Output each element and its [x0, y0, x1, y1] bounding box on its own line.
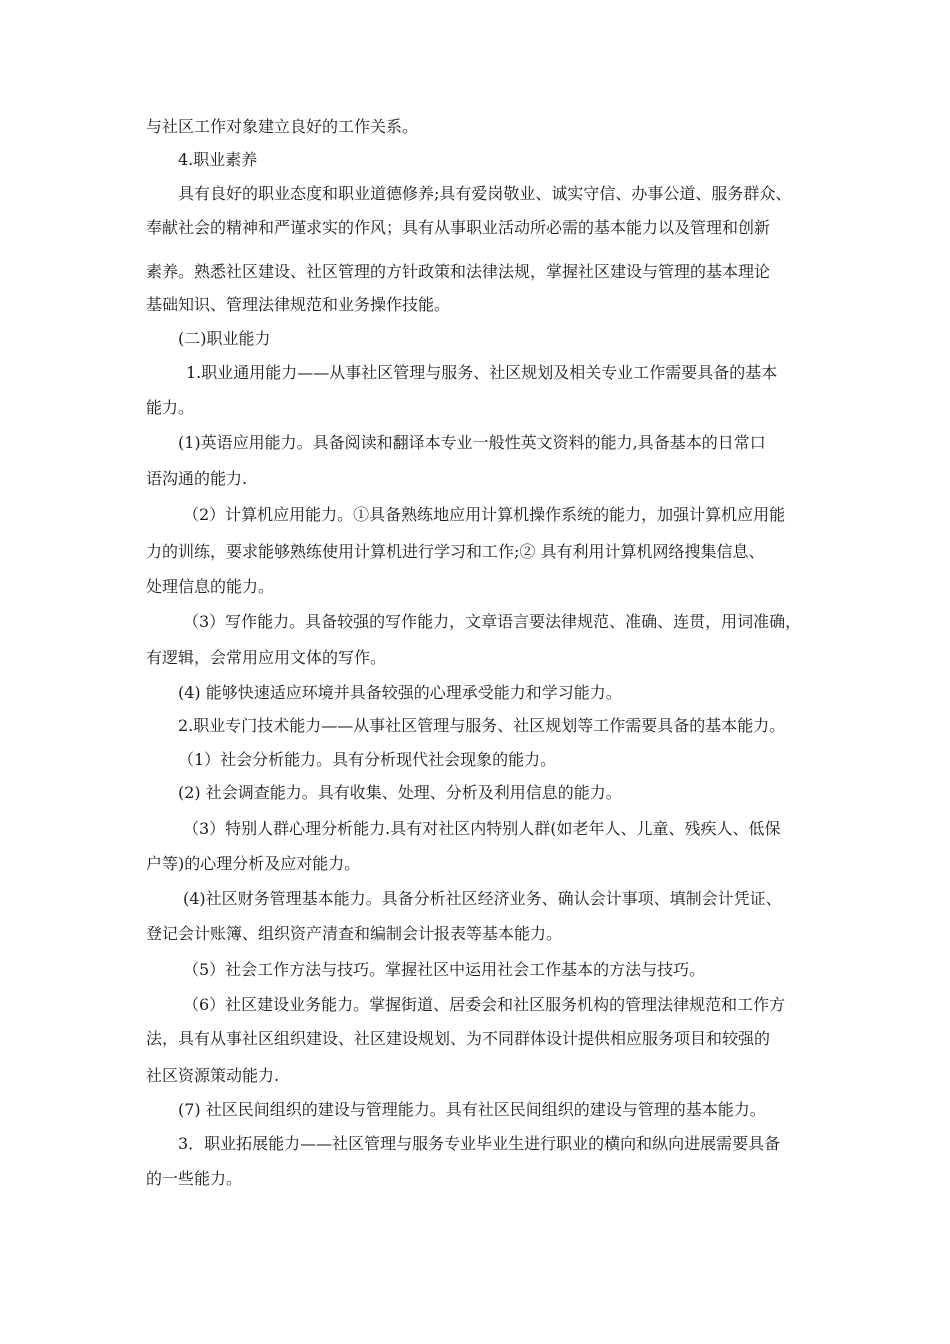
section-heading: 3．职业拓展能力——社区管理与服务专业毕业生进行职业的横向和纵向进展需要具备 — [178, 1134, 781, 1153]
text-line: (7) 社区民间组织的建设与管理能力。具有社区民间组织的建设与管理的基本能力。 — [178, 1100, 766, 1119]
text-line: (2) 社会调查能力。具有收集、处理、分析及利用信息的能力。 — [178, 783, 622, 802]
text-line: 1.职业通用能力——从事社区管理与服务、社区规划及相关专业工作需要具备的基本 — [186, 363, 778, 382]
text-line: 有逻辑，会常用应用文体的写作。 — [146, 648, 387, 667]
text-line: （2）计算机应用能力。①具备熟练地应用计算机操作系统的能力，加强计算机应用能 — [183, 505, 786, 524]
text-line: （1）社会分析能力。具有分析现代社会现象的能力。 — [178, 750, 557, 769]
text-line: 能力。 — [146, 398, 195, 417]
text-line: (1)英语应用能力。具备阅读和翻译本专业一般性英文资料的能力,具备基本的日常口 — [178, 433, 766, 452]
text-line: 处理信息的能力。 — [146, 577, 275, 596]
text-line: 法，具有从事社区组织建设、社区建设规划、为不同群体设计提供相应服务项目和较强的 — [146, 1029, 771, 1048]
text-line: (4) 能够快速适应环境并具备较强的心理承受能力和学习能力。 — [178, 683, 622, 702]
text-line: 与社区工作对象建立良好的工作关系。 — [146, 117, 419, 136]
text-line: 基础知识、管理法律规范和业务操作技能。 — [146, 295, 451, 314]
text-line: 力的训练，要求能够熟练使用计算机进行学习和工作;② 具有利用计算机网络搜集信息、 — [146, 542, 765, 561]
text-line: 素养。熟悉社区建设、社区管理的方针政策和法律法规，掌握社区建设与管理的基本理论 — [146, 262, 771, 281]
text-line: 的一些能力。 — [146, 1169, 243, 1188]
text-line: （3）特别人群心理分析能力.具有对社区内特别人群(如老年人、儿童、残疾人、低保 — [183, 819, 781, 838]
text-line: （5）社会工作方法与技巧。掌握社区中运用社会工作基本的方法与技巧。 — [183, 960, 706, 979]
text-line: 具有良好的职业态度和职业道德修养;具有爱岗敬业、诚实守信、办事公道、服务群众、 — [178, 184, 792, 203]
text-line: 户等)的心理分析及应对能力。 — [146, 854, 361, 873]
section-heading: 2.职业专门技术能力——从事社区管理与服务、社区规划等工作需要具备的基本能力。 — [178, 716, 786, 735]
text-line: 社区资源策动能力. — [146, 1066, 280, 1085]
text-line: （3）写作能力。具备较强的写作能力，文章语言要法律规范、准确、连贯，用词准确， — [183, 612, 802, 631]
section-heading: (二)职业能力 — [178, 329, 271, 348]
section-heading: 4.职业素养 — [178, 150, 258, 169]
text-line: 语沟通的能力. — [146, 469, 248, 488]
text-line: （6）社区建设业务能力。掌握街道、居委会和社区服务机构的管理法律规范和工作方 — [183, 995, 786, 1014]
text-line: 奉献社会的精神和严谨求实的作风；具有从事职业活动所必需的基本能力以及管理和创新 — [146, 218, 771, 237]
text-line: (4)社区财务管理基本能力。具备分析社区经济业务、确认会计事项、填制会计凭证、 — [183, 889, 782, 908]
text-line: 登记会计账簿、组织资产清查和编制会计报表等基本能力。 — [146, 924, 563, 943]
